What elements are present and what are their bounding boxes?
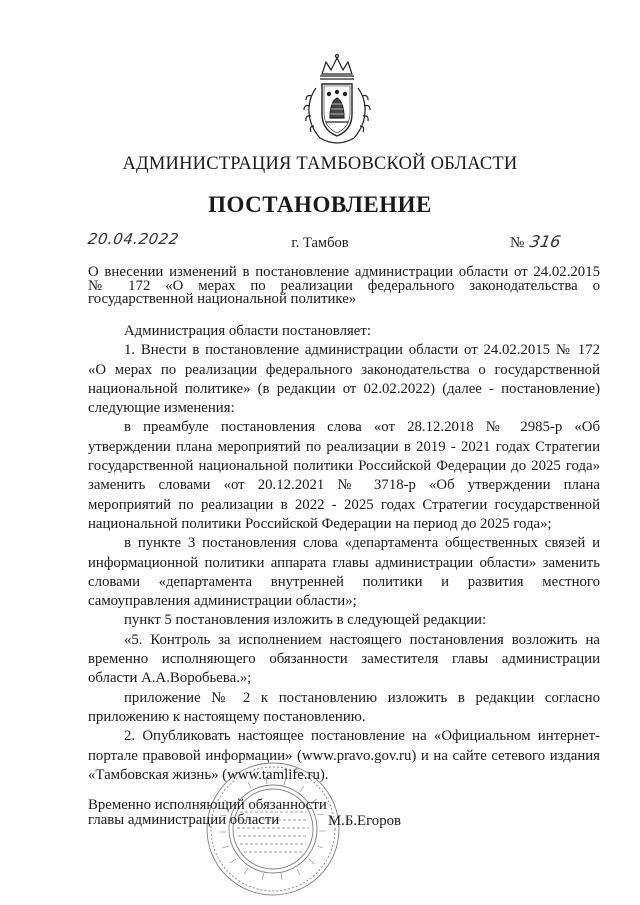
document-number [510, 232, 561, 252]
body-paragraph: приложение № 2 к постановлению изложить в редакции согласно приложению к настоящему постановлению. [88, 689, 600, 725]
body-paragraph: в преамбуле постановления слова «от 28.12.2018 № 2985-р «Об утверждении плана мероприятий по реализации в 2019 - 2021 годах Стратегии государственной национальной политики Российской Федерации до 2025 года» заменить словами «от 20.12.2021 № 3718-р «Об утверждении плана мероприятий по реализации в 2022 - 2025 годах Стратегии государственной национальной политики Российской Федерации на период до 2025 года»; [88, 419, 600, 532]
document-subject: О внесении изменений в постановление администрации области от 24.02.2015 № 172 «О мерах по реализации федерального законодательства о государственной национальной политике» [88, 264, 600, 308]
signature-line-1: Временно исполняющий обязанности [88, 797, 327, 813]
document-date: 20.04.2022 [86, 230, 181, 248]
body-paragraph: в пункте 3 постановления слова «департамента общественных связей и информационной политики аппарата главы администрации области» заменить словами «департамента внутренней политики и развития местного самоуправления администрации области»; [88, 535, 600, 610]
body-paragraph: Администрация области постановляет: [124, 323, 371, 339]
agency-title: АДМИНИСТРАЦИЯ ТАМБОВСКОЙ ОБЛАСТИ [122, 154, 518, 174]
official-seal-icon [204, 760, 342, 898]
body-paragraph: 1. Внести в постановление администрации области от 24.02.2015 № 172 «О мерах по реализации федерального законодательства о государственной национальной политике» (в редакции от 02.02.2022) (далее - постановление) следующие изменения: [88, 342, 600, 417]
body-paragraph: пункт 5 постановления изложить в следующей редакции: [124, 612, 487, 629]
number-value: 316 [528, 232, 563, 251]
signature-line-2: главы администрации области [88, 812, 280, 828]
body-paragraph: «5. Контроль за исполнением настоящего постановления возложить на временно исполняющего обязанности заместителя главы администрации области А.А.Воробьева.»; [88, 631, 600, 687]
body-paragraph: 2. Опубликовать настоящее постановление на «Официальном интернет-портале правовой информации» (www.pravo.gov.ru) и на сайте сетевого издания «Тамбовская жизнь» (www.tamlife.ru). [88, 728, 600, 783]
document-type: ПОСТАНОВЛЕНИЕ [208, 192, 432, 217]
tambov-coat-of-arms-icon [296, 52, 378, 150]
signature-block [88, 798, 327, 828]
document-body [88, 322, 600, 785]
number-prefix: № [510, 235, 525, 251]
signatory-name: М.Б.Егоров [328, 813, 401, 829]
document-city: г. Тамбов [291, 235, 349, 251]
